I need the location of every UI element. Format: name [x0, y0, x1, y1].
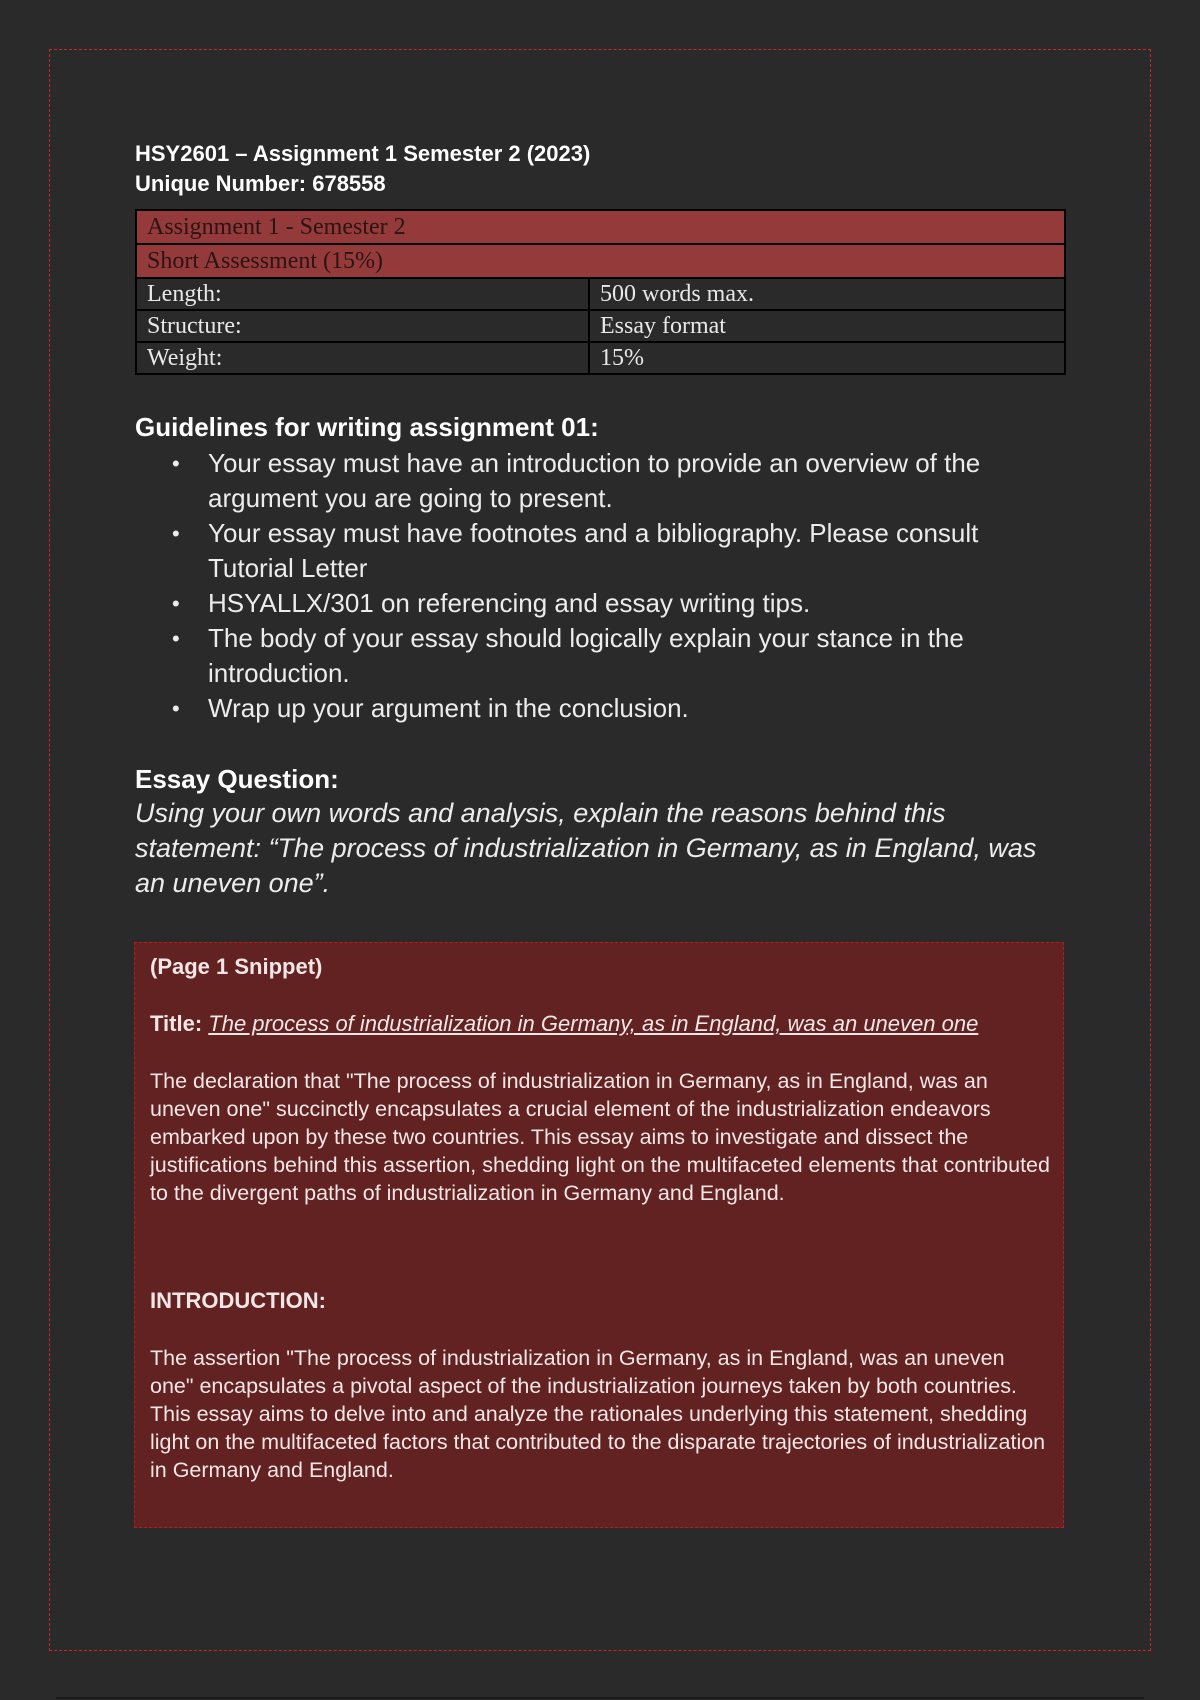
introduction-heading: INTRODUCTION: — [150, 1288, 326, 1313]
guideline-text: Your essay must have an introduction to provide an overview of the argument you are going to present. — [208, 448, 981, 513]
course-header: HSY2601 – Assignment 1 Semester 2 (2023) — [135, 141, 591, 166]
guideline-text: Wrap up your argument in the conclusion. — [208, 693, 689, 723]
bullet-icon: • — [172, 451, 180, 476]
table-heading-row — [136, 210, 1065, 244]
essay-question-title: Essay Question: — [135, 764, 339, 794]
snippet-paragraph-1: The declaration that "The process of industrialization in Germany, as in England, was an uneven one" succinctly encapsulates a crucial element of the industrialization endeavors embarked upon by these two countries. This essay aims to investigate and dissect the justifications behind this assertion, shedding light on the multifaceted elements that contributed to the divergent paths of industrialization in Germany and England. — [150, 1069, 1050, 1205]
essay-question-text: Using your own words and analysis, explain the reasons behind this statement: “The process of industrialization in Germany, as in England, was an uneven one”. — [135, 798, 1037, 898]
row-value-structure: Essay format — [589, 310, 1065, 342]
guidelines-title: Guidelines for writing assignment 01: — [135, 412, 599, 442]
row-value-length: 500 words max. — [589, 278, 1065, 310]
list-item — [135, 446, 1055, 516]
list-item — [135, 516, 1055, 586]
table-subheading: Short Assessment (15%) — [136, 244, 1065, 278]
list-item — [135, 586, 1055, 621]
snippet-title-text: The process of industrialization in Germany, as in England, was an uneven one — [208, 1011, 979, 1036]
row-label-length: Length: — [136, 278, 589, 310]
bottom-divider — [56, 1697, 1144, 1699]
snippet-paragraph-2: The assertion "The process of industrialization in Germany, as in England, was an uneven one" encapsulates a pivotal aspect of the industrialization journeys taken by both countries. This essay aims to delve into and analyze the rationales underlying this statement, shedding light on the multifaceted factors that contributed to the disparate trajectories of industrialization in Germany and England. — [150, 1346, 1046, 1482]
page-snippet — [134, 942, 1064, 1528]
row-value-weight: 15% — [589, 342, 1065, 374]
table-row — [136, 342, 1065, 374]
guidelines-list — [135, 446, 1055, 726]
guideline-text: Your essay must have footnotes and a bibliography. Please consult Tutorial Letter — [208, 518, 979, 583]
assignment-table — [135, 209, 1066, 375]
bullet-icon: • — [172, 521, 180, 546]
bullet-icon: • — [172, 696, 180, 721]
list-item — [135, 691, 1055, 726]
bullet-icon: • — [172, 591, 180, 616]
snippet-tag: (Page 1 Snippet) — [150, 954, 323, 979]
list-item — [135, 621, 1055, 691]
row-label-structure: Structure: — [136, 310, 589, 342]
snippet-title-line — [150, 1010, 978, 1038]
guideline-text: The body of your essay should logically explain your stance in the introduction. — [208, 623, 964, 688]
snippet-title-label: Title: — [150, 1011, 203, 1036]
table-subheading-row — [136, 244, 1065, 278]
row-label-weight: Weight: — [136, 342, 589, 374]
table-row — [136, 278, 1065, 310]
table-row — [136, 310, 1065, 342]
bullet-icon: • — [172, 626, 180, 651]
table-heading: Assignment 1 - Semester 2 — [136, 210, 1065, 244]
guideline-text: HSYALLX/301 on referencing and essay writing tips. — [208, 588, 811, 618]
unique-number: Unique Number: 678558 — [135, 171, 386, 196]
